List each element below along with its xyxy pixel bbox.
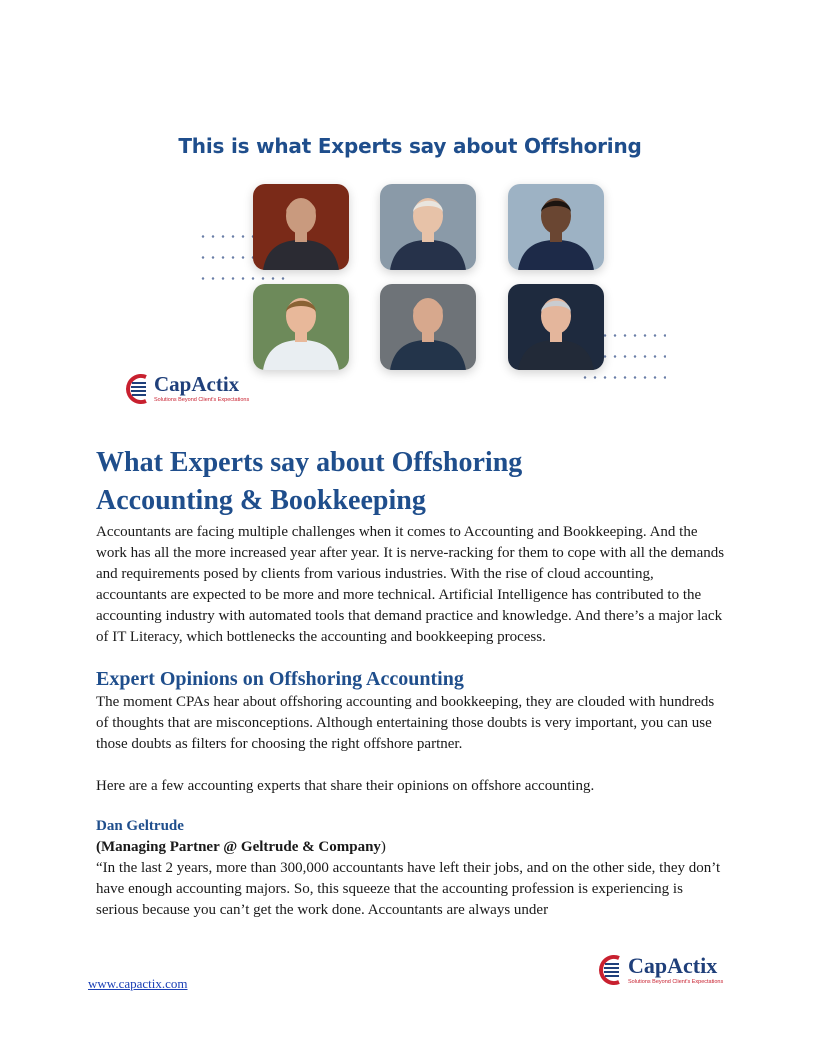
section-heading: Expert Opinions on Offshoring Accounting (96, 668, 464, 690)
capactix-logo (124, 372, 249, 406)
article-title-line-1: What Experts say about Offshoring (96, 447, 523, 478)
expert-role-open: ( (96, 839, 101, 855)
expert-photo-icon (508, 184, 604, 270)
capactix-logo-icon (596, 953, 626, 987)
expert-photo-icon (380, 184, 476, 270)
footer-capactix-logo (596, 953, 723, 987)
website-link[interactable]: www.capactix.com (88, 976, 188, 991)
footer-logo-name: CapActix (628, 952, 718, 978)
expert-role-close: ) (380, 839, 386, 855)
expert-role-text: Managing Partner @ Geltrude & Company (101, 839, 381, 855)
expert-role (96, 837, 726, 858)
expert-photo-1 (253, 184, 349, 270)
article-title-line-2: Accounting & Bookkeeping (96, 485, 426, 516)
expert-photo-3 (508, 184, 604, 270)
offshoring-banner (110, 120, 710, 420)
expert-photo-icon (380, 284, 476, 370)
article-title (96, 444, 726, 520)
expert-photo-icon (253, 284, 349, 370)
logo-tagline: Solutions Beyond Client's Expectations (154, 397, 250, 404)
expert-photo-5 (380, 284, 476, 370)
article-body (96, 444, 726, 921)
expert-photo-icon (508, 284, 604, 370)
intro-paragraph: Accountants are facing multiple challenges when it comes to Accounting and Bookkeeping. And the work has all the more increased year after year. It is nerve-racking for them to cope with all the demands and requirements posed by clients from various industries. With the rise of cloud accounting, accountants are expected to be more and more technical. Artificial Intelligence has contributed to the accounting industry with automated tools that demand practice and knowledge. And there’s a major lack of IT Literacy, which bottlenecks the accounting and bookkeeping process. (96, 524, 725, 645)
section-paragraph: The moment CPAs hear about offshoring accounting and bookkeeping, they are clouded with hundreds of thoughts that are misconceptions. Although entertaining those doubts is very important, you can use those doubts as filters for choosing the right offshore partner. (96, 694, 715, 752)
lead-in-paragraph: Here are a few accounting experts that share their opinions on offshore accounting. (96, 778, 595, 794)
expert-name: Dan Geltrude (96, 818, 184, 834)
expert-photo-4 (253, 284, 349, 370)
expert-quote: “In the last 2 years, more than 300,000 accountants have left their jobs, and on the other side, they don’t have enough accounting majors. So, this squeeze that the accounting profession is experiencing is serious because you can’t get the work done. Accountants are always under (96, 860, 721, 918)
banner-title: This is what Experts say about Offshoring (178, 134, 642, 158)
footer-logo-tagline: Solutions Beyond Client's Expectations (628, 978, 724, 985)
expert-photo-6 (508, 284, 604, 370)
expert-photo-2 (380, 184, 476, 270)
logo-name: CapActix (154, 372, 240, 397)
expert-photo-icon (253, 184, 349, 270)
capactix-logo-icon (124, 372, 152, 406)
